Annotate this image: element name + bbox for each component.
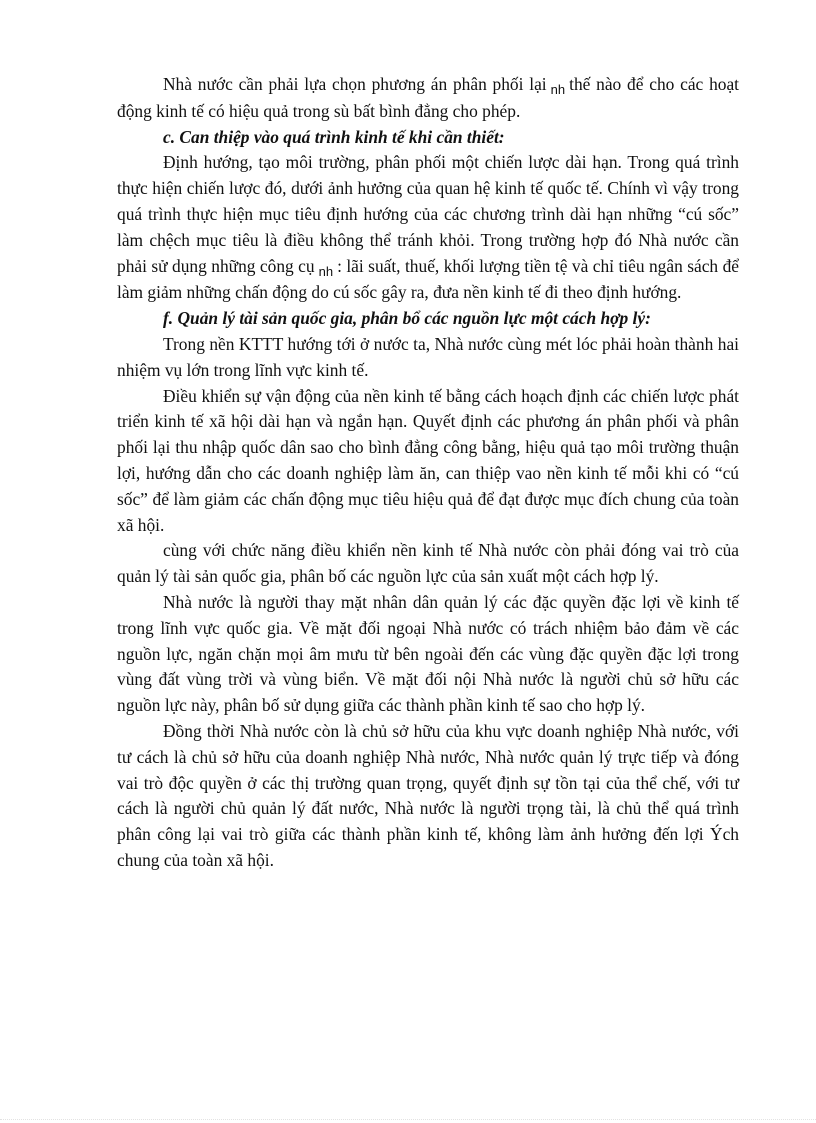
paragraph-text: Nhà nước cần phải lựa chọn phương án phân phối lại bbox=[163, 74, 547, 94]
paragraph-ktt-tasks: Trong nền KTTT hướng tới ở nước ta, Nhà nước cùng mét lóc phải hoàn thành hai nhiệm vụ lớn trong lĩnh vực kinh tế. bbox=[117, 333, 739, 380]
paragraph-state-representative: Nhà nước là người thay mặt nhân dân quản lý các đặc quyền đặc lợi về kinh tế trong lĩnh vực quốc gia. Về mặt đối ngoại Nhà nước có trách nhiệm bảo đảm về các nguồn lực, ngăn chặn mọi âm mưu từ bên ngoài đến các vùng đặc quyền đặc lợi trong vùng đất vùng trời và vùng biển. Về mặt đối nội Nhà nước là người chủ sở hữu các nguồn lực này, phân bố sử dụng giữa các thành phần kinh tế sao cho hợp lý. bbox=[117, 591, 739, 716]
paragraph-control-economy: Điều khiển sự vận động của nền kinh tế bằng cách hoạch định các chiến lược phát triển kinh tế xã hội dài hạn và ngắn hạn. Quyết định các phương án phân phối và phân phối lại thu nhập quốc dân sao cho bình đẳng công bằng, hiệu quả tạo môi trường thuận lợi, hướng dẫn cho các doanh nghiệp làm ăn, can thiệp vao nền kinh tế mỗi khi có “cú sốc” để làm giảm các chấn động mục tiêu hiệu quả để đạt được mục đích chung của toàn xã hội. bbox=[117, 385, 739, 535]
section-heading-c: c. Can thiệp vào quá trình kinh tế khi cần thiết: bbox=[163, 126, 505, 147]
inline-fragment: nh bbox=[318, 263, 334, 279]
document-page bbox=[117, 72, 739, 874]
paragraph-state-owner: Đồng thời Nhà nước còn là chủ sở hữu của khu vực doanh nghiệp Nhà nước, với tư cách là chủ sở hữu của doanh nghiệp Nhà nước, Nhà nước quản lý trực tiếp và đóng vai trò độc quyền ở các thị trường quan trọng, quyết định sự tồn tại của thể chế, với tư cách là người chủ quản lý đất nước, Nhà nước là người trọng tài, là chủ thể quá trình phân công lại vai trò giữa các thành phần kinh tế, không làm ảnh hưởng đến lợi Ých chung của toàn xã hội. bbox=[117, 720, 739, 870]
paragraph-text-continued: thế nào để cho các hoạt động kinh tế có hiệu quả trong sù bất bình đẳng cho phép. bbox=[117, 74, 740, 121]
page-bottom-rule bbox=[0, 1119, 816, 1120]
paragraph-redistribution bbox=[117, 72, 739, 125]
paragraph-asset-management: cùng với chức năng điều khiển nền kinh tế Nhà nước còn phải đóng vai trò của quản lý tài sản quốc gia, phân bố các nguồn lực của sản xuất một cách hợp lý. bbox=[117, 540, 739, 587]
inline-fragment: nh bbox=[550, 82, 566, 97]
paragraph-text: Định hướng, tạo môi trường, phân phối một chiến lược dài hạn. Trong quá trình thực hiện chiến lược đó, dưới ảnh hưởng của quan hệ kinh tế quốc tế. Chính vì vậy trong quá trình thực hiện mục tiêu định hướng của các chương trình dài hạn những “cú sốc” làm chệch mục tiêu là điều không thể tránh khỏi. Trong trường hợp đó Nhà nước cần phải sử dụng những công cụ bbox=[117, 152, 739, 276]
paragraph-orientation bbox=[117, 150, 739, 306]
paragraph-text-continued: : lãi suất, thuế, khối lượng tiền tệ và chỉ tiêu ngân sách để làm giảm những chấn động do cú sốc gây ra, đưa nền kinh tế đi theo định hướng. bbox=[117, 255, 739, 303]
section-heading-f: f. Quản lý tài sản quốc gia, phân bổ các nguồn lực một cách hợp lý: bbox=[163, 308, 651, 329]
